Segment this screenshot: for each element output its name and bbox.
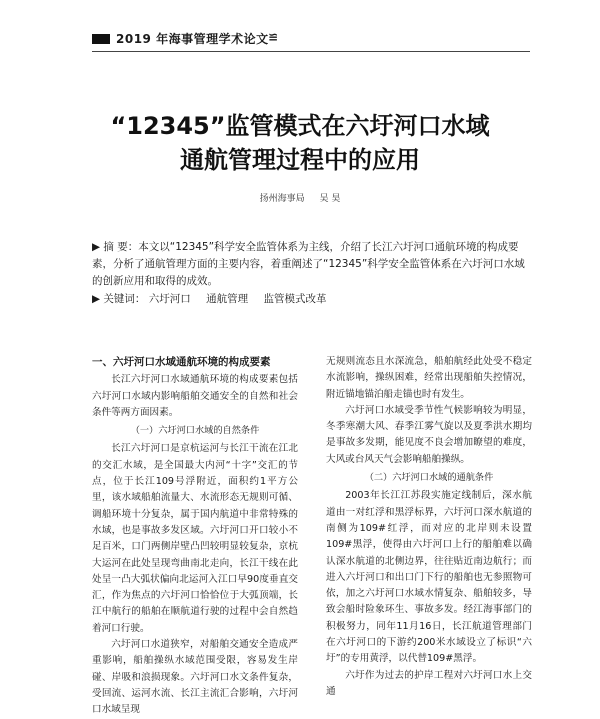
- keyword: 监管模式改革: [263, 293, 327, 305]
- header-bar-icon: [92, 34, 110, 44]
- header-divider: [92, 51, 530, 52]
- paragraph: 长江六圩河口是京杭运河与长江干流在江北的交汇水域，是全国最大内河“十字”交汇的节点，位于长江109号浮附近，面积约1平方公里，该水域船舶流量大、水流形态无规则可循、调船环境十分复杂，属于国内航道中非常特殊的水域，也是事故多发区域。六圩河口开口较小不足百米，口门两侧岸壁凸凹较明显较复杂，京杭大运河在此处呈现弯曲南北走向，长江干线在此处呈一凸大弧状偏向北运河入江口早90度垂直交汇，作为焦点的六圩河口恰恰位于大弧顶端，长江中航行的船舶在顺航道行驶的过程中会自然趋着河口行驶。: [92, 443, 298, 634]
- right-column: [326, 354, 532, 700]
- article-title-line1: “12345”监管模式在六圩河口水域: [110, 112, 490, 140]
- abstract-text: 本文以“12345”科学安全监管体系为主线，介绍了长江六圩河口通航环境的构成要素，分析了通航管理方面的主要内容，着重阐述了“12345”科学安全监管体系在六圩河口水域的创新应用和取得的成效。: [92, 241, 525, 287]
- subsection-heading: （二）六圩河口水域的通航条件: [364, 472, 494, 484]
- abstract-label: ▶ 摘 要：: [92, 241, 139, 253]
- section-heading: 一、六圩河口水域通航环境的构成要素: [92, 356, 271, 368]
- author-affiliation: 扬州海事局: [259, 194, 305, 204]
- keyword: 六圩河口: [148, 293, 191, 305]
- subsection-heading: （一）六圩河口水域的自然条件: [130, 425, 260, 437]
- header-decoration-icon: ≌: [268, 30, 279, 44]
- paragraph: 长江六圩河口水域通航环境的构成要素包括六圩河口水域内影响船舶交通安全的自然和社会条件等两方面因素。: [92, 374, 298, 418]
- left-column: [92, 354, 298, 719]
- abstract: [92, 239, 532, 290]
- running-header: 2019 年海事管理学术论文: [116, 32, 269, 46]
- keywords-label: ▶ 关键词：: [92, 293, 146, 305]
- byline: [0, 191, 600, 204]
- paragraph: 六圩河口水道狭窄，对船舶交通安全造成严重影响，船舶操纵水域范围受限，容易发生岸碰、岸吸和浪损现象。六圩河口水文条件复杂，受回流、运河水流、长江主流汇合影响，六圩河口水域呈现: [92, 639, 298, 716]
- paragraph: 六圩作为过去的护岸工程对六圩河口水上交通: [326, 669, 532, 697]
- paragraph: 2003年长江江苏段实施定线制后，深水航道由一对红浮和黑浮标界，六圩河口深水航道的南侧为109#红浮，而对应的北岸则未设置109#黑浮，使得由六圩河口上行的船舶难以确认深水航道的北侧边界，往往贴近南边航行；而进入六圩河口和出口门下行的船舶也无参照物可依，加之六圩河口水域水情复杂、船舶较多，导致会船时险象环生、事故多发。经江海事部门的积极努力，同年11月16日，长江航道管理部门在六圩河口的下游约200米水域设立了标识“六圩”的专用黄浮，以代替109#黑浮。: [326, 490, 532, 665]
- author-name: 吴 昊: [319, 194, 341, 204]
- keywords: [92, 291, 338, 306]
- keyword: 通航管理: [206, 293, 249, 305]
- paragraph: 无规则流态且水深流急，船舶航经此处受不稳定水流影响，操纵困难，经常出现船舶失控情况，附近锚地锚泊船走锚也时有发生。: [326, 356, 532, 400]
- paragraph: 六圩河口水域受季节性气候影响较为明显，冬季寒潮大风、春季江雾气旋以及夏季洪水期均是事故多发期，能见度不良会增加瞭望的难度，大风或台风天气会影响船舶操纵。: [326, 404, 532, 465]
- article-title-line2: 通航管理过程中的应用: [180, 146, 420, 174]
